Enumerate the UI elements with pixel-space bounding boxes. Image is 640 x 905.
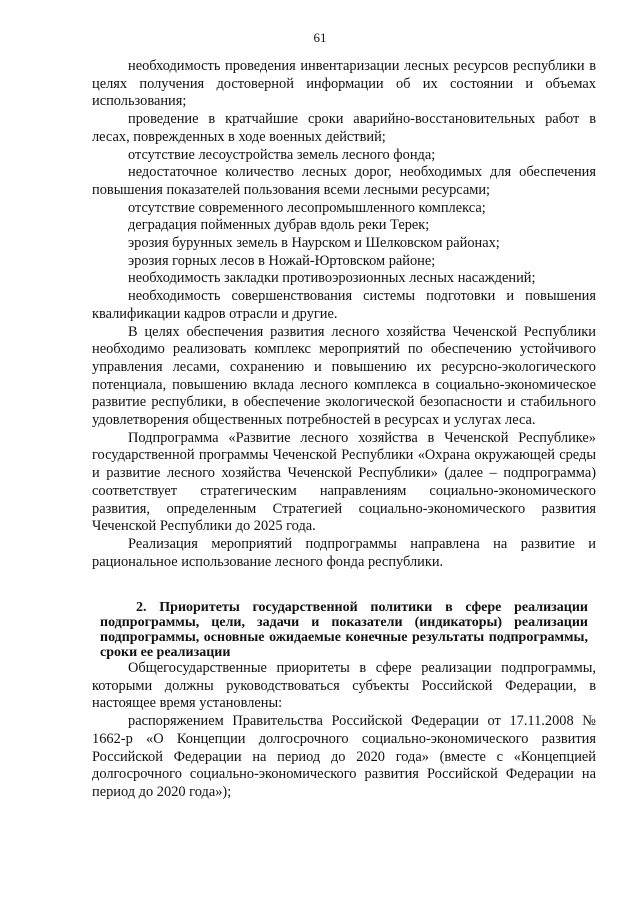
body-text-top [92, 58, 596, 571]
paragraph: распоряжением Правительства Российской Федерации от 17.11.2008 № 1662-р «О Концепции долгосрочного социально-экономического развития Российской Федерации на период до 2020 года» (вместе с «Концепцией долгосрочного социально-экономического развития Российской Федерации на период до 2020 года»); [92, 713, 596, 800]
paragraph: необходимость закладки противоэрозионных лесных насаждений; [128, 270, 536, 287]
paragraph: Общегосударственные приоритеты в сфере реализации подпрограммы, которыми должны руководствоваться субъекты Российской Федерации, в настоящее время установлены: [92, 660, 596, 712]
paragraph: Реализация мероприятий подпрограммы направлена на развитие и рациональное использование лесного фонда республики. [92, 535, 596, 570]
paragraph: отсутствие лесоустройства земель лесного фонда; [128, 146, 436, 163]
body-text-bottom [92, 600, 596, 802]
section-heading: 2. Приоритеты государственной политики в сфере реализации подпрограммы, цели, задачи и показатели (индикаторы) реализации подпрограммы, основные ожидаемые конечные результаты подпрограммы, сроки ее реализации [100, 600, 588, 660]
paragraph: необходимость проведения инвентаризации лесных ресурсов республики в целях получения достоверной информации об их состоянии и объемах использования; [92, 58, 596, 110]
paragraph: необходимость совершенствования системы подготовки и повышения квалификации кадров отрасли и другие. [92, 288, 596, 322]
page-number: 61 [313, 30, 327, 45]
paragraph: эрозия бурунных земель в Наурском и Шелковском районах; [128, 235, 500, 252]
paragraph: отсутствие современного лесопромышленного комплекса; [128, 199, 486, 216]
paragraph: эрозия горных лесов в Ножай-Юртовском районе; [128, 252, 436, 269]
paragraph: недостаточное количество лесных дорог, необходимых для обеспечения повышения показателей пользования всеми лесными ресурсами; [92, 164, 596, 198]
paragraph: проведение в кратчайшие сроки аварийно-восстановительных работ в лесах, поврежденных в ходе военных действий; [92, 111, 596, 145]
paragraph: В целях обеспечения развития лесного хозяйства Чеченской Республики необходимо реализовать комплекс мероприятий по обеспечению устойчивого управления лесами, сохранению и повышению их ресурсно-экологического потенциала, повышению вклада лесного комплекса в социально-экономическое развитие республики, в обеспечение экологической безопасности и стабильного удовлетворения общественных потребностей в ресурсах и услугах леса. [92, 323, 596, 429]
paragraph: Подпрограмма «Развитие лесного хозяйства в Чеченской Республике» государственной программы Чеченской Республики «Охрана окружающей среды и развитие лесного хозяйства Чеченской Республики» (далее – подпрограмма) соответствует стратегическим направлениям социально-экономического развития, определенным Стратегией социально-экономического развития Чеченской Республики до 2025 года. [92, 429, 596, 535]
paragraph: деградация пойменных дубрав вдоль реки Терек; [128, 217, 430, 234]
